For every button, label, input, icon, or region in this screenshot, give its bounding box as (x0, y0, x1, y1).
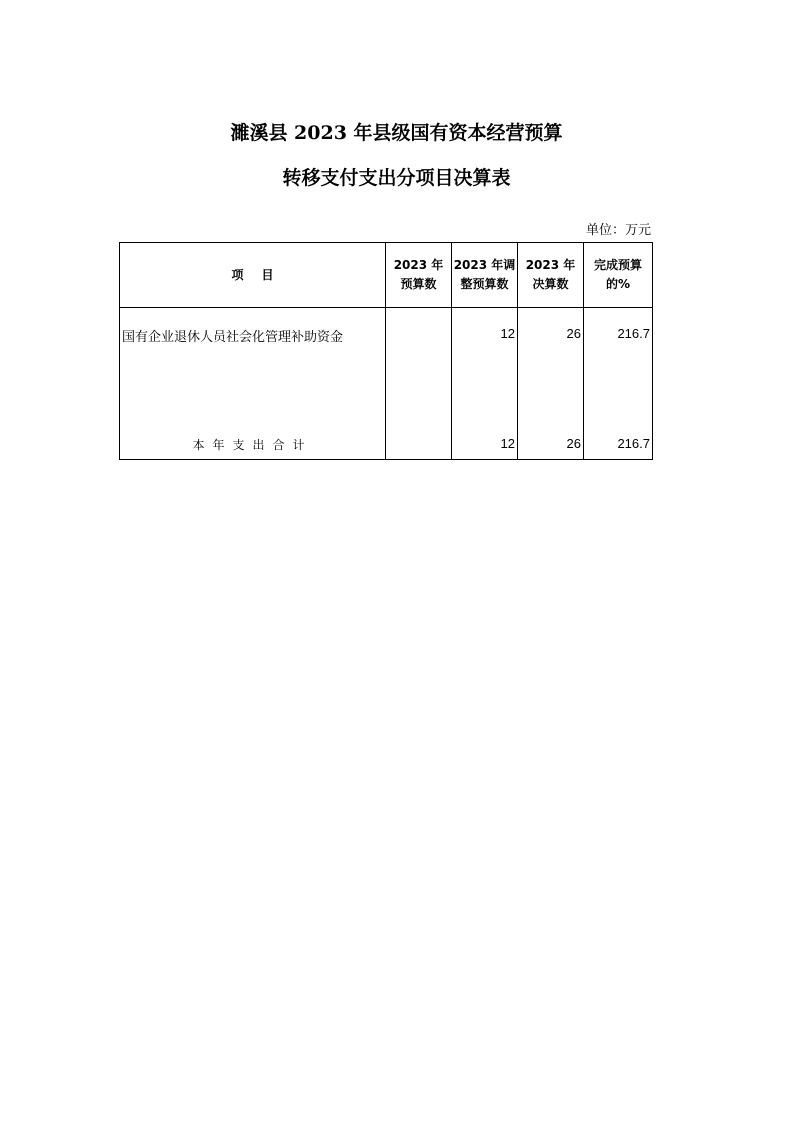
page-title: 濉溪县 2023 年县级国有资本经营预算 (230, 122, 563, 144)
header-completion-line2: 的% (605, 277, 631, 291)
page-subtitle: 转移支付支出分项目决算表 (282, 167, 511, 189)
table-body-row (120, 308, 653, 460)
row-item-label: 国有企业退休人员社会化管理补助资金 (122, 330, 344, 345)
row-completion-value: 216.7 (617, 326, 650, 341)
cell-item (120, 308, 386, 460)
header-final (518, 243, 584, 308)
header-budget-line1: 2023 年 (393, 258, 444, 272)
cell-budget (386, 308, 452, 460)
cell-final (518, 308, 584, 460)
header-item-char-1: 项 (231, 267, 244, 282)
header-adjusted-line1: 2023 年调 (453, 258, 516, 272)
row-final-value: 26 (566, 326, 581, 341)
total-final-value: 26 (566, 436, 581, 451)
header-completion-line1: 完成预算 (593, 258, 642, 272)
total-completion-value: 216.7 (617, 436, 650, 451)
header-adjusted-line2: 整预算数 (460, 277, 509, 291)
header-adjusted (452, 243, 518, 308)
cell-adjusted (452, 308, 518, 460)
total-label: 本年支出合计 (192, 438, 313, 452)
header-final-line2: 决算数 (532, 277, 569, 291)
total-adjusted-value: 12 (500, 436, 515, 451)
header-item-char-2: 目 (261, 267, 274, 282)
header-budget (386, 243, 452, 308)
header-budget-line2: 预算数 (400, 277, 437, 291)
header-item (120, 243, 386, 308)
row-adjusted-value: 12 (500, 326, 515, 341)
table-header-row (120, 243, 653, 308)
unit-label: 单位：万元 (585, 223, 651, 238)
settlement-table (119, 242, 653, 460)
cell-completion (584, 308, 653, 460)
header-completion (584, 243, 653, 308)
header-final-line1: 2023 年 (525, 258, 576, 272)
